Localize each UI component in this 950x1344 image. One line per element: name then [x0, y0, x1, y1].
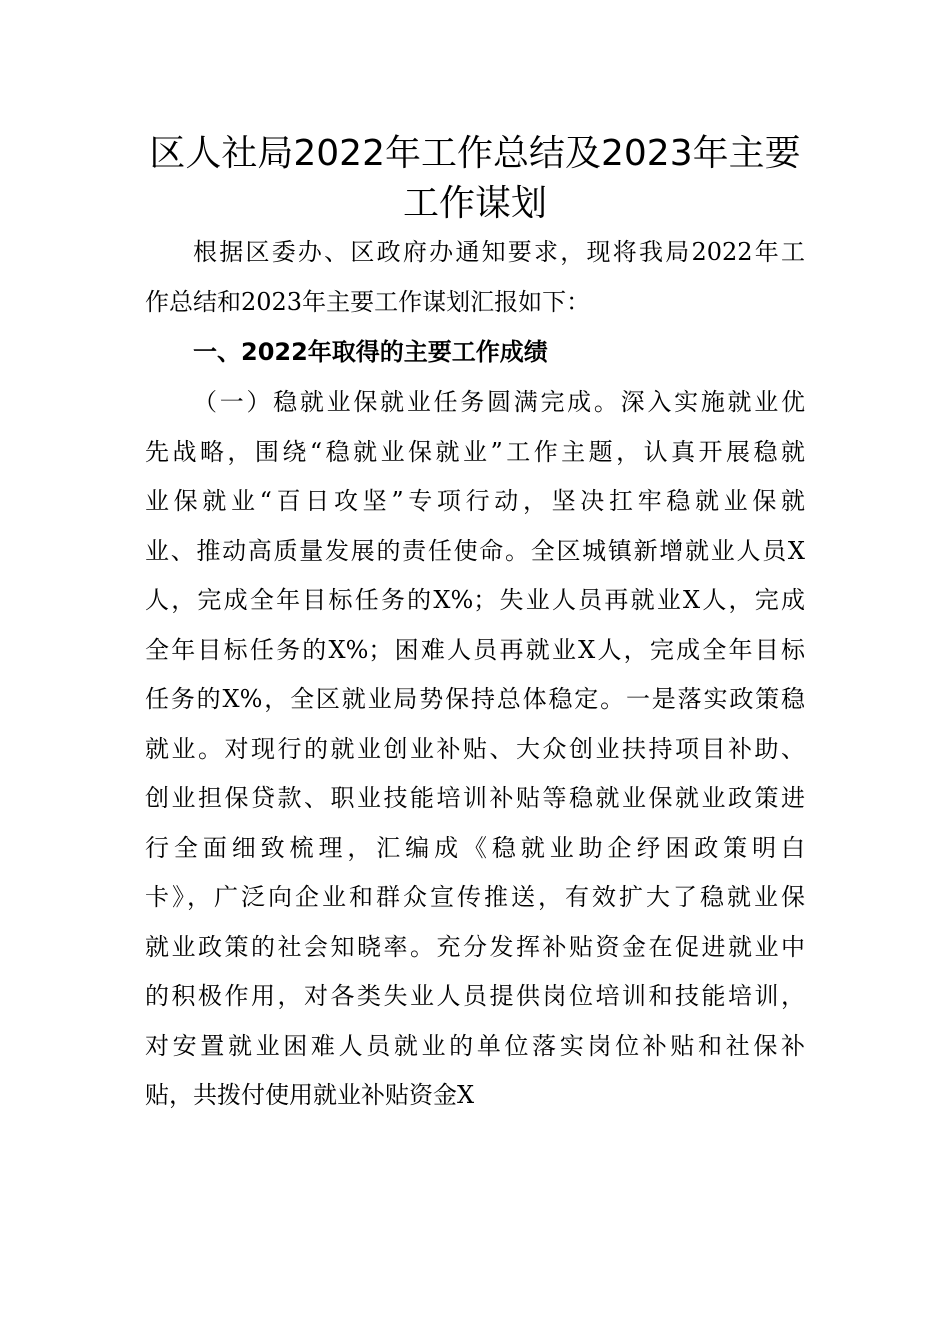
document-title-line-1: 区人社局2022年工作总结及2023年主要	[149, 133, 801, 174]
paragraph-line: 全年目标任务的X%；困难人员再就业X人，完成全年目标	[145, 635, 805, 664]
paragraph-line: 人，完成全年目标任务的X%；失业人员再就业X人，完成	[145, 586, 805, 614]
intro-line: 作总结和2023年主要工作谋划汇报如下：	[145, 287, 591, 316]
paragraph-employment	[145, 378, 805, 1121]
paragraph-line: 创业担保贷款、职业技能培训补贴等稳就业保就业政策进	[145, 784, 805, 812]
intro-line: 根据区委办、区政府办通知要求，现将我局2022年工	[193, 238, 805, 266]
paragraph-line: 业保就业“百日攻坚”专项行动，坚决扛牢稳就业保就	[145, 487, 805, 515]
paragraph-line: 的积极作用，对各类失业人员提供岗位培训和技能培训，	[145, 982, 805, 1010]
paragraph-line: 业、推动高质量发展的责任使命。全区城镇新增就业人员X	[145, 536, 805, 565]
paragraph-line: 先战略，围绕“稳就业保就业”工作主题，认真开展稳就	[145, 437, 805, 466]
intro-paragraph	[145, 228, 805, 327]
paragraph-line: 任务的X%，全区就业局势保持总体稳定。一是落实政策稳	[145, 685, 805, 713]
paragraph-line: 贴，共拨付使用就业补贴资金X	[145, 1081, 475, 1109]
paragraph-line: 卡》，广泛向企业和群众宣传推送，有效扩大了稳就业保	[145, 883, 805, 911]
paragraph-line: 行全面细致梳理，汇编成《稳就业助企纾困政策明白	[145, 833, 805, 862]
section-heading: 一、2022年取得的主要工作成绩	[193, 338, 548, 366]
paragraph-line: 对安置就业困难人员就业的单位落实岗位补贴和社保补	[145, 1031, 805, 1060]
paragraph-line: （一）稳就业保就业任务圆满完成。深入实施就业优	[193, 388, 805, 416]
paragraph-line: 就业政策的社会知晓率。充分发挥补贴资金在促进就业中	[145, 932, 805, 961]
paragraph-line: 就业。对现行的就业创业补贴、大众创业扶持项目补助、	[145, 734, 805, 763]
document-title-line-2: 工作谋划	[402, 183, 547, 224]
